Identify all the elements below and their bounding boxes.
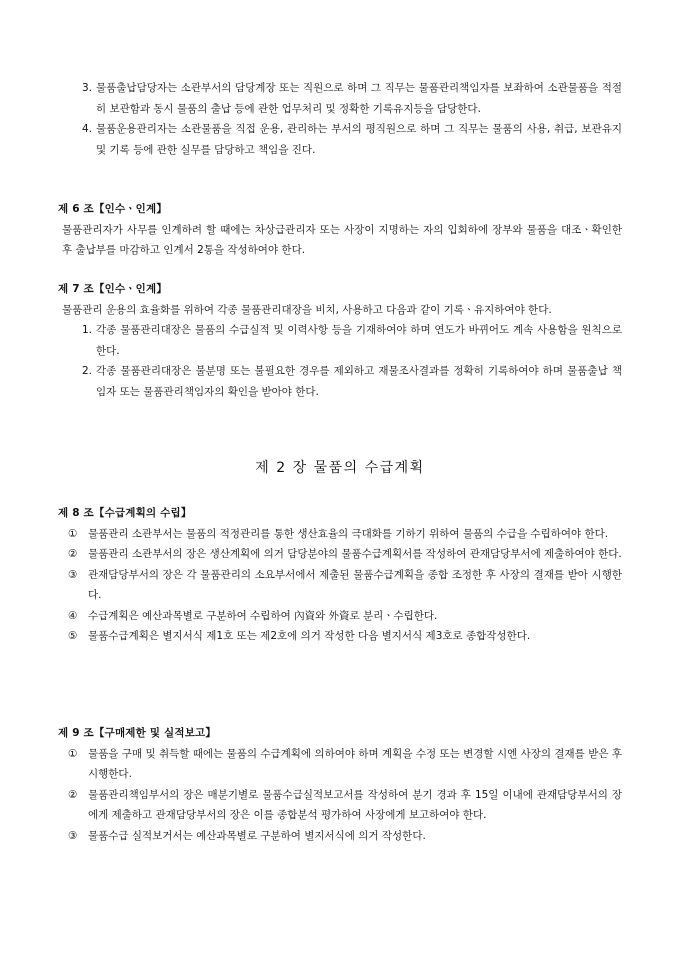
list-item-text: 물품관리책임부서의 장은 매분기별로 물품수급실적보고서를 작성하여 분기 경과 후 15일 이내에 관재담당부서의 장에게 제출하고 관재담당부서의 장은 이를 종합분석 평가하여 사장에게 보고하여야 한다.: [88, 788, 622, 821]
list-marker: 3.: [82, 82, 93, 94]
list-item: [0, 524, 622, 545]
list-item: [0, 565, 622, 606]
list-marker: ①: [68, 747, 78, 760]
list-item: [0, 320, 622, 361]
list-item: [0, 826, 622, 847]
article-heading: 제 6 조【인수ㆍ인계】: [58, 203, 168, 215]
list-marker: ②: [68, 548, 78, 560]
list-marker: ④: [68, 609, 78, 622]
list-marker: ③: [68, 829, 78, 842]
list-item-text: 물품운용관리자는 소관물품을 직접 운용, 관리하는 부서의 평직원으로 하며 그 직무는 물품의 사용, 취급, 보관유지 및 기록 등에 관한 실무를 담당하고 책임을 진다.: [96, 123, 622, 156]
article-9: [0, 723, 680, 846]
list-item-text: 물품수급 실적보거서는 예산과목별로 구분하여 별지서식에 의거 작성한다.: [88, 829, 426, 842]
article-heading: 제 8 조【수급계획의 수립】: [58, 507, 192, 519]
article-6: [0, 199, 680, 261]
article-heading: 제 7 조【인수ㆍ인계】: [58, 283, 168, 295]
article-8: [0, 503, 680, 647]
list-marker: ①: [68, 527, 78, 540]
list-item: [0, 626, 622, 647]
list-marker: 1.: [82, 324, 93, 336]
list-item: [0, 606, 622, 627]
list-item-text: 수급계획은 예산과목별로 구분하여 수립하여 內資와 外資로 분리ㆍ수립한다.: [88, 609, 438, 622]
list-item: [0, 544, 622, 565]
list-marker: 4.: [82, 123, 93, 135]
list-item: [0, 744, 622, 785]
list-item-text: 물품관리 소관부서의 장은 생산계획에 의거 담당분야의 물품수급계획서를 작성하여 관재담당부서에 제출하여야 한다.: [88, 548, 622, 560]
list-marker: 2.: [82, 365, 93, 377]
list-item-text: 관재담당부서의 장은 각 물품관리의 소요부서에서 제출된 물품수급계획을 종합 조정한 후 사장의 결재를 받아 시행한다.: [88, 568, 622, 601]
list-item-text: 물품을 구매 및 취득할 때에는 물품의 수급계획에 의하여야 하며 계획을 수정 또는 변경할 시엔 사장의 결재를 받은 후 시행한다.: [88, 747, 622, 780]
list-item-text: 각종 물품관리대장은 물품의 수급실적 및 이력사항 등을 기재하여야 하며 연도가 바뀌어도 계속 사용함을 원칙으로 한다.: [96, 324, 622, 357]
list-marker: ②: [68, 788, 78, 801]
list-item: [0, 785, 622, 826]
article-7: [0, 279, 680, 402]
list-item: [0, 78, 622, 119]
list-item-text: 물품관리 소관부서는 물품의 적정관리를 통한 생산효율의 극대화를 기하기 위하여 물품의 수급을 수립하여야 한다.: [88, 527, 609, 540]
article-body: 물품관리 운용의 효율화를 위하여 각종 물품관리대장을 비치, 사용하고 다음과 같이 기록ㆍ유지하여야 한다.: [62, 303, 552, 316]
list-item: [0, 361, 622, 402]
list-item-text: 물품출납담당자는 소관부서의 담당계장 또는 직원으로 하며 그 직무는 물품관리책임자를 보좌하여 소관물품을 적절히 보관함과 동시 물품의 출납 등에 관한 업무처리 및 정확한 기록유지등을 담당한다.: [96, 82, 622, 115]
list-item-text: 각종 물품관리대장은 불분명 또는 불필요한 경우를 제외하고 재물조사결과를 정확히 기록하여야 하며 물품출납 책임자 또는 물품관리책임자의 확인을 받아야 한다.: [96, 365, 622, 398]
chapter-title: 제 2 장 물품의 수급계획: [255, 460, 425, 476]
intro-items: [0, 78, 680, 160]
article-heading: 제 9 조【구매제한 및 실적보고】: [58, 727, 217, 739]
list-marker: ③: [68, 568, 78, 581]
list-marker: ⑤: [68, 630, 78, 642]
article-body: 물품관리자가 사무를 인계하려 할 때에는 차상급관리자 또는 사장이 지명하는 자의 입회하에 장부와 물품을 대조ㆍ확인한 후 출납부를 마감하고 인계서 2통을 작성하여야 한다.: [62, 223, 622, 256]
list-item: [0, 119, 622, 160]
list-item-text: 물품수급계획은 별지서식 제1호 또는 제2호에 의거 작성한 다음 별지서식 제3호로 종합작성한다.: [88, 630, 531, 642]
